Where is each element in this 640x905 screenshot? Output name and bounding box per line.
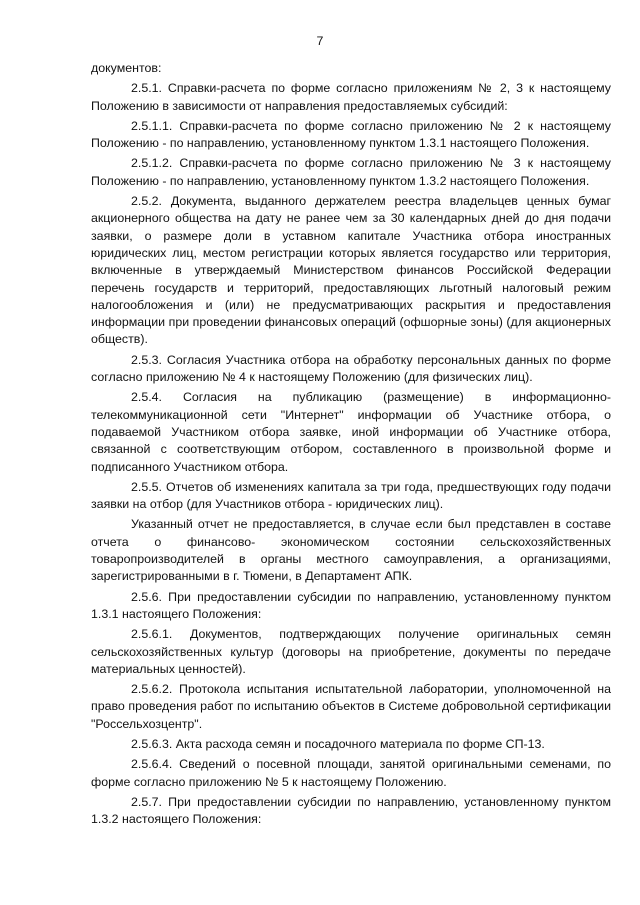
paragraph-2-5-1: 2.5.1. Справки-расчета по форме согласно приложениям № 2, 3 к настоящему Положению в зависимости от направления предоставляемых субсидий: (91, 81, 611, 113)
paragraph-2-5-6: 2.5.6. При предоставлении субсидии по направлению, установленному пунктом 1.3.1 настоящего Положения: (91, 589, 611, 621)
paragraph-2-5-6-4: 2.5.6.4. Сведений о посевной площади, занятой оригинальными семенами, по форме согласно приложению № 5 к настоящему Положению. (91, 757, 611, 789)
paragraph-2-5-5-note: Указанный отчет не предоставляется, в случае если был представлен в составе отчета о финансово- экономическом состоянии сельскохозяйственных товаропроизводителей в органы местного самоуправления, а организациями, зарегистрированными в г. Тюмени, в Департамент АПК. (91, 517, 611, 584)
paragraph-2-5-6-2: 2.5.6.2. Протокола испытания испытательной лаборатории, уполномоченной на право проведения работ по испытанию объектов в Системе добровольной сертификации "Россельхозцентр". (91, 682, 611, 731)
paragraph-2-5-1-2: 2.5.1.2. Справки-расчета по форме согласно приложению № 3 к настоящему Положению - по направлению, установленному пунктом 1.3.2 настоящего Положения. (91, 156, 611, 188)
paragraph-continuation: документов: (91, 61, 162, 75)
paragraph-2-5-4: 2.5.4. Согласия на публикацию (размещение) в информационно-телекоммуникационной сети "Интернет" информации об Участнике отбора, о подаваемой Участником отбора заявке, иной информации об Участнике отбора, связанной с соответствующим отбором, составленного в произвольной форме и подписанного Участником отбора. (91, 390, 611, 474)
document-body (91, 60, 611, 828)
paragraph-2-5-3: 2.5.3. Согласия Участника отбора на обработку персональных данных по форме согласно приложению № 4 к настоящему Положению (для физических лиц). (91, 352, 611, 385)
paragraph-2-5-6-1: 2.5.6.1. Документов, подтверждающих получение оригинальных семян сельскохозяйственных культур (договоры на приобретение, документы по передаче материальных ценностей). (91, 627, 611, 676)
paragraph-2-5-7: 2.5.7. При предоставлении субсидии по направлению, установленному пунктом 1.3.2 настоящего Положения: (91, 794, 611, 827)
paragraph-2-5-6-3: 2.5.6.3. Акта расхода семян и посадочного материала по форме СП-13. (131, 736, 545, 751)
paragraph-2-5-5: 2.5.5. Отчетов об изменениях капитала за три года, предшествующих году подачи заявки на отбор (для Участников отбора - юридических лиц). (91, 479, 611, 512)
paragraph-2-5-1-1: 2.5.1.1. Справки-расчета по форме согласно приложению № 2 к настоящему Положению - по направлению, установленному пунктом 1.3.1 настоящего Положения. (91, 118, 611, 151)
paragraph-2-5-2: 2.5.2. Документа, выданного держателем реестра владельцев ценных бумаг акционерного общества на дату не ранее чем за 30 календарных дней до дня подачи заявки, о размере доли в уставном капитале Участника отбора иностранных юридических лиц, местом регистрации которых является государство или территория, включенные в утверждаемый Министерством финансов Российской Федерации перечень государств и территорий, предоставляющих льготный налоговый режим налогообложения и (или) не предусматривающих раскрытия и предоставления информации при проведении финансовых операций (офшорные зоны) (для акционерных обществ). (91, 194, 611, 347)
page-number: 7 (316, 34, 324, 48)
